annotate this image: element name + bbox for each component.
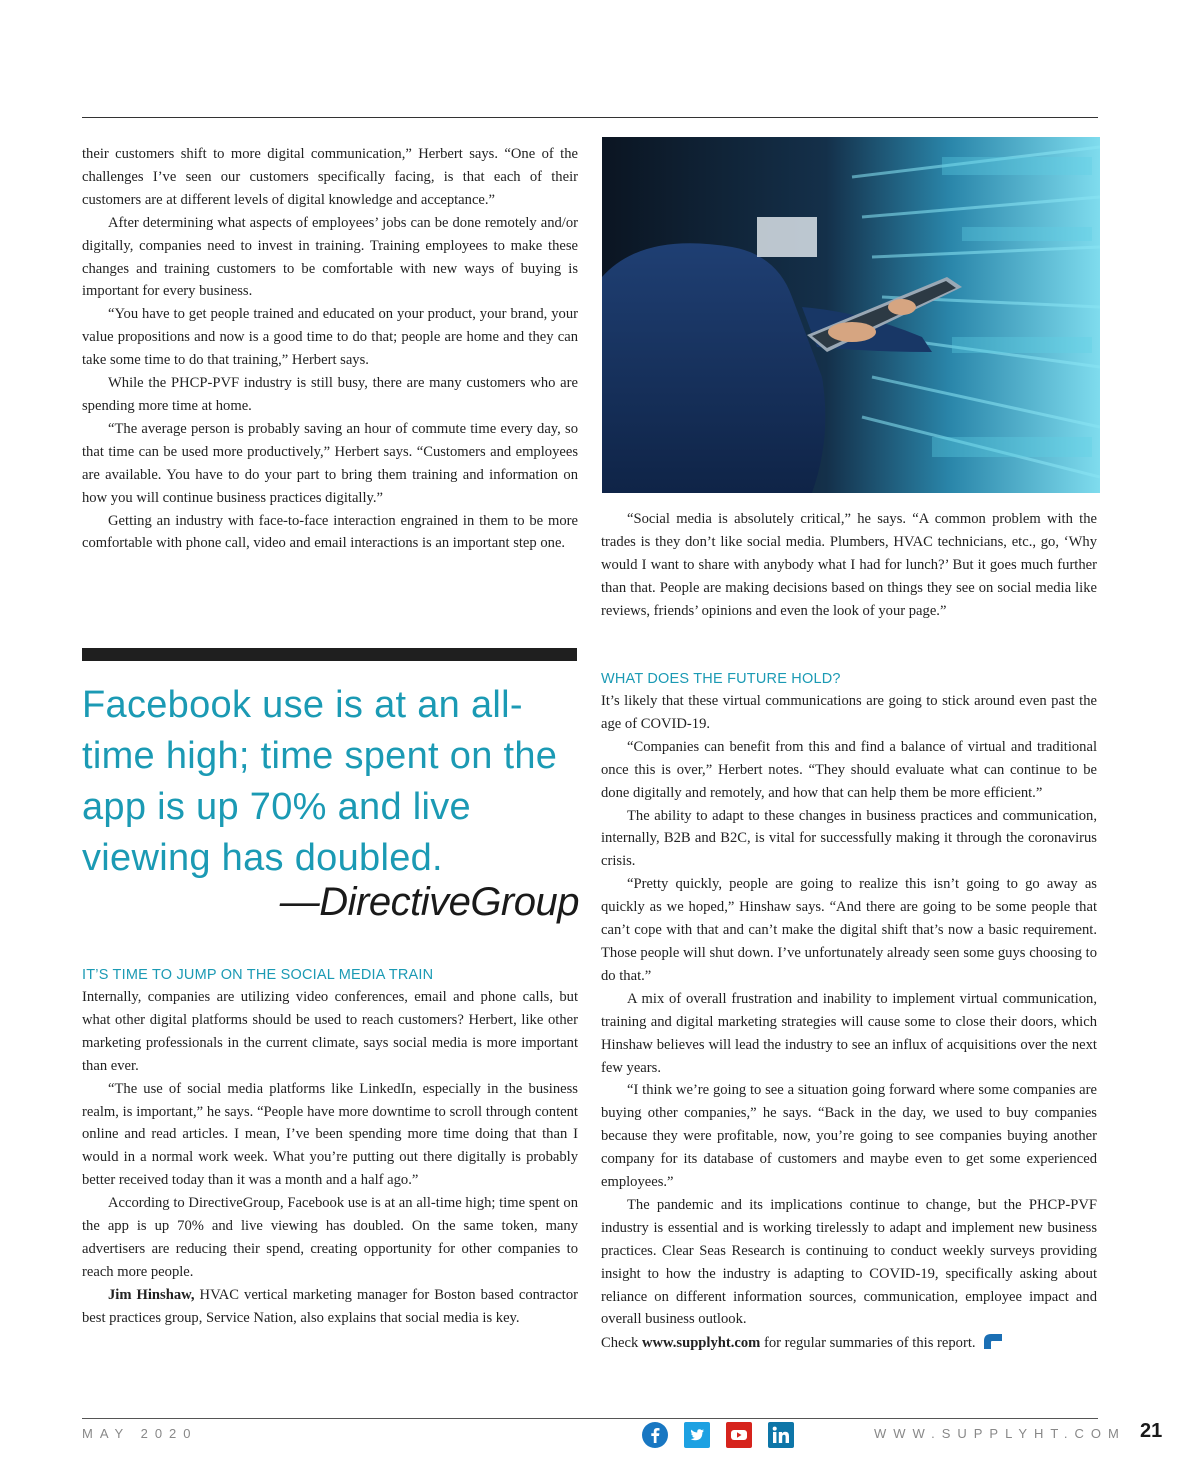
youtube-icon[interactable] xyxy=(726,1422,752,1448)
page-number: 21 xyxy=(1140,1420,1163,1442)
social-links xyxy=(642,1422,794,1448)
section-heading: IT’S TIME TO JUMP ON THE SOCIAL MEDIA TRAIN xyxy=(82,967,434,983)
pull-quote-attribution: —DirectiveGroup xyxy=(279,880,579,924)
paragraph: “Companies can benefit from this and find a balance of virtual and traditional once this is over,” Herbert notes. “They should evaluate what can continue to be done digitally and remotely, and how that can help them be more efficient.” xyxy=(601,738,1097,801)
section-heading: WHAT DOES THE FUTURE HOLD? xyxy=(601,671,841,687)
bottom-rule xyxy=(82,1418,1098,1419)
paragraph: After determining what aspects of employees’ jobs can be done remotely and/or digitally, companies need to invest in training. Training employees to make these changes and training customers to be comfortable with new ways of buying is important for every business. xyxy=(82,214,578,300)
top-rule xyxy=(82,117,1098,118)
paragraph: “Pretty quickly, people are going to realize this isn’t going to go away as quickly as we hoped,” Hinshaw says. “And there are going to be some people that can’t cope with that and can’t make the digital shift that’s now a basic requirement. Those people will shut down. I’ve unfortunately already seen some guys choosing to do that.” xyxy=(601,876,1097,984)
paragraph-text: HVAC vertical marketing manager for Boston based contractor best practices group, Service Nation, also explains that social media is key. xyxy=(82,1286,579,1326)
twitter-icon[interactable] xyxy=(684,1422,710,1448)
magazine-url[interactable]: WWW.SUPPLYHT.COM xyxy=(874,1426,1126,1441)
paragraph: “Social media is absolutely critical,” he says. “A common problem with the trades is they don’t like social media. Plumbers, HVAC technicians, etc., go, ‘Why would I want to share with anybody what I had for lunch?’ But it goes much further than that. People are making decisions based on things they see on social media like reviews, friends’ opinions and even the look of your page.” xyxy=(601,511,1097,619)
paragraph xyxy=(82,1284,578,1330)
future-section xyxy=(601,668,1097,1355)
businessman-tablet-photo xyxy=(602,137,1100,493)
paragraph: their customers shift to more digital communication,” Herbert says. “One of the challenges I’ve seen our customers specifically facing, is that each of their customers are at different levels of digital knowledge and acceptance.” xyxy=(82,146,578,208)
left-column-intro xyxy=(82,143,578,555)
paragraph: A mix of overall frustration and inability to implement virtual communication, training and digital marketing strategies will cause some to close their doors, which Hinshaw believes will lead the industry to see an influx of acquisitions over the next few years. xyxy=(601,990,1097,1076)
paragraph: While the PHCP-PVF industry is still busy, there are many customers who are spending more time at home. xyxy=(82,375,578,414)
paragraph-text: Check xyxy=(601,1335,642,1352)
paragraph: “You have to get people trained and educated on your product, your brand, your value propositions and now is a good time to do that; people are home and they can take some time to do that training,” Herbert says. xyxy=(82,306,578,369)
linkedin-icon[interactable] xyxy=(768,1422,794,1448)
pipe-fitting-icon xyxy=(982,1331,1004,1351)
paragraph: “The average person is probably saving an hour of commute time every day, so that time can be used more productively,” Herbert says. “Customers and employees are available. You have to do your part to bring them training and information on how you will continue business practices digitally.” xyxy=(82,420,578,506)
paragraph: The ability to adapt to these changes in business practices and communication, internally, B2B and B2C, is vital for successfully making it through the coronavirus crisis. xyxy=(601,807,1097,870)
pull-quote-bar xyxy=(82,648,577,661)
paragraph: It’s likely that these virtual communications are going to stick around even past the age of COVID-19. xyxy=(601,693,1097,732)
photo-illustration xyxy=(602,137,1100,493)
paragraph-text: for regular summaries of this report. xyxy=(760,1335,976,1352)
paragraph xyxy=(601,1331,1097,1355)
paragraph: According to DirectiveGroup, Facebook use is at an all-time high; time spent on the app is up 70% and live viewing has doubled. On the same token, many advertisers are reducing their spend, creating opportunity for other companies to reach more people. xyxy=(82,1195,578,1280)
facebook-icon[interactable] xyxy=(642,1422,668,1448)
pull-quote: Facebook use is at an all-time high; time spent on the app is up 70% and live viewing has doubled. xyxy=(82,684,558,879)
bold-name: Jim Hinshaw, xyxy=(108,1286,195,1303)
paragraph: Getting an industry with face-to-face interaction engrained in them to be more comfortable with phone call, video and email interactions is an important step one. xyxy=(82,512,578,552)
paragraph: “I think we’re going to see a situation going forward where some companies are buying other companies,” he says. “Back in the day, we used to buy companies because they were profitable, now, you’re going to see companies buying another company for its database of customers and maybe even to get some experienced employees.” xyxy=(601,1082,1097,1191)
paragraph: “The use of social media platforms like LinkedIn, especially in the business realm, is important,” he says. “People have more downtime to scroll through content online and read articles. I mean, I’ve been spending more time doing that than I would in a normal work week. What you’re putting out there digitally is probably better received today than it was a month and a half ago.” xyxy=(82,1080,578,1189)
paragraph: Internally, companies are utilizing video conferences, email and phone calls, but what other digital platforms should be used to reach customers? Herbert, like other marketing professionals in the current climate, says social media is more important than ever. xyxy=(82,989,578,1074)
right-column xyxy=(601,508,1097,623)
issue-date: MAY 2020 xyxy=(82,1426,198,1441)
paragraph: The pandemic and its implications continue to change, but the PHCP-PVF industry is essential and is working tirelessly to adapt and implement new business practices. Clear Seas Research is continuing to conduct weekly surveys providing insight to how the industry is adapting to COVID-19, specifically asking about reliance on different information sources, communication, employee impact and overall business outlook. xyxy=(601,1196,1097,1328)
website-link[interactable]: www.supplyht.com xyxy=(641,1335,761,1352)
social-media-section xyxy=(82,964,578,1330)
